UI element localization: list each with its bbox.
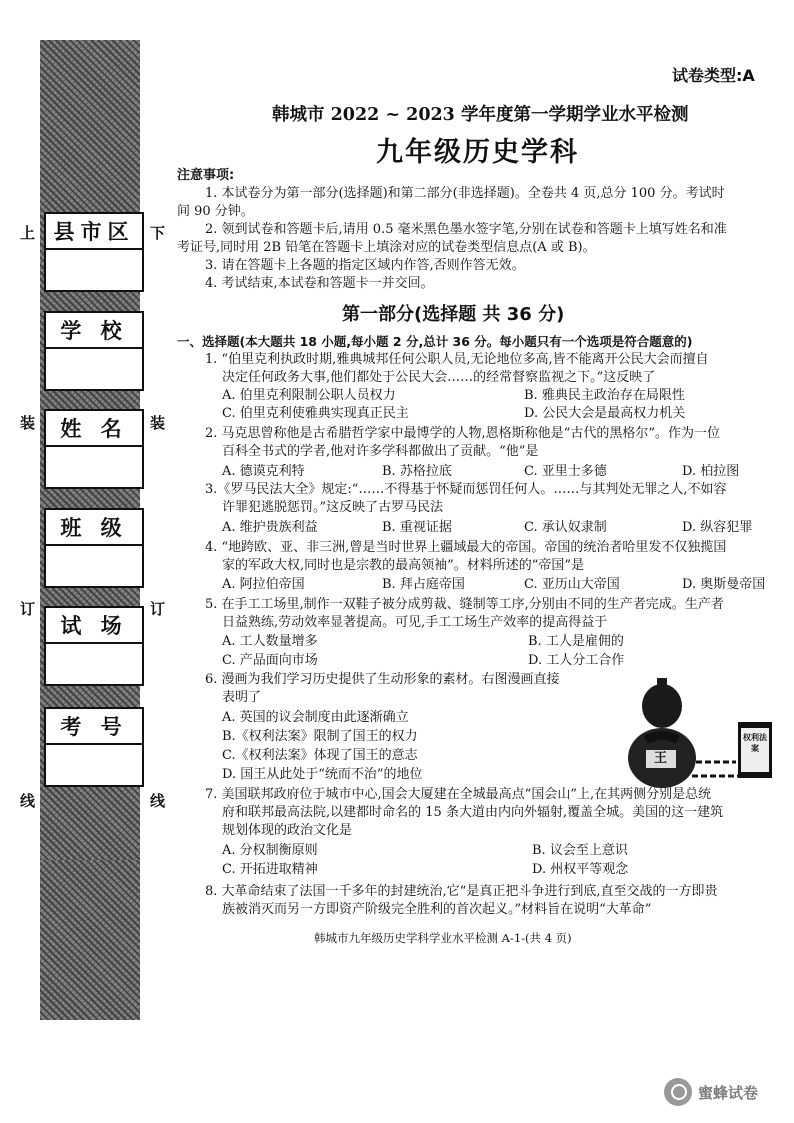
- q3-option-d[interactable]: D. 纵容犯罪: [682, 520, 753, 535]
- part1-heading: 第一部分(选择题 共 36 分): [342, 304, 565, 325]
- field-label: 考 号: [46, 709, 142, 745]
- mark-left-zhuang: 装: [20, 414, 36, 432]
- mark-left-top: 上: [20, 224, 36, 242]
- q6-option-b[interactable]: B.《权利法案》限制了国王的权力: [222, 729, 418, 744]
- q4-option-c[interactable]: C. 亚历山大帝国: [524, 577, 620, 592]
- subject-title: 九年级历史学科: [376, 137, 579, 168]
- field-label: 班 级: [46, 510, 142, 546]
- q7-stem: 7. 美国联邦政府位于城市中心,国会大厦建在全城最高点“国会山”上,在其两侧分别是总统: [205, 787, 712, 802]
- q1-stem: 决定任何政务大事,他们都处于公民大会……的经常督察监视之下。”这反映了: [222, 370, 656, 385]
- watermark: [664, 1078, 758, 1106]
- q6-stem: 6. 漫画为我们学习历史提供了生动形象的素材。右图漫画直接: [205, 672, 560, 687]
- paper-type: 试卷类型:A: [672, 66, 755, 85]
- exam-title: 韩城市 2022 ~ 2023 学年度第一学期学业水平检测: [272, 105, 689, 125]
- field-name: [44, 409, 144, 489]
- q6-cartoon-book-label: 权利法案: [743, 733, 767, 753]
- mark-right-ding: 订: [150, 600, 166, 618]
- q8-stem: 族被消灭而另一方即资产阶级完全胜利的首次起义。”材料旨在说明“大革命”: [222, 902, 652, 917]
- field-label: 县市区: [46, 214, 142, 250]
- q2-stem: 百科全书式的学者,他对许多学科都做出了贡献。“他”是: [222, 444, 539, 459]
- q7-stem: 府和联邦最高法院,以建都时命名的 15 条大道由内向外辐射,覆盖全城。美国的这一建筑: [222, 805, 724, 820]
- q8-stem: 8. 大革命结束了法国一千多年的封建统治,它“是真正把斗争进行到底,直至交战的一方即贵: [205, 884, 718, 899]
- q4-option-a[interactable]: A. 阿拉伯帝国: [222, 577, 305, 592]
- q1-option-d[interactable]: D. 公民大会是最高权力机关: [524, 406, 686, 421]
- binding-strip-lower: [40, 860, 140, 1020]
- q2-option-a[interactable]: A. 德谟克利特: [222, 464, 305, 479]
- q7-option-a[interactable]: A. 分权制衡原则: [222, 843, 318, 858]
- q6-option-d[interactable]: D. 国王从此处于“统而不治”的地位: [222, 767, 423, 782]
- mark-left-ding: 订: [20, 600, 36, 618]
- part1-intro: 一、选择题(本大题共 18 小题,每小题 2 分,总计 36 分。每小题只有一个选项是符合题意的): [177, 334, 693, 349]
- q7-option-d[interactable]: D. 州权平等观念: [532, 862, 629, 877]
- mark-right-xian: 线: [150, 792, 166, 810]
- notice-line: 1. 本试卷分为第一部分(选择题)和第二部分(非选择题)。全卷共 4 页,总分 100 分。考试时: [205, 186, 725, 201]
- q3-option-b[interactable]: B. 重视证据: [382, 520, 452, 535]
- field-input-box[interactable]: [46, 644, 142, 684]
- field-label: 姓 名: [46, 411, 142, 447]
- field-class: [44, 508, 144, 588]
- notice-line: 4. 考试结束,本试卷和答题卡一并交回。: [205, 276, 434, 291]
- q4-stem: 4. “地跨欧、亚、非三洲,曾是当时世界上疆域最大的帝国。帝国的统治者哈里发不仅独揽国: [205, 540, 727, 555]
- field-input-box[interactable]: [46, 447, 142, 487]
- q6-option-a[interactable]: A. 英国的议会制度由此逐渐确立: [222, 710, 409, 725]
- field-exam-room: [44, 606, 144, 686]
- field-input-box[interactable]: [46, 745, 142, 785]
- watermark-text: 蜜蜂试卷: [698, 1083, 759, 1102]
- notice-heading: 注意事项:: [177, 168, 235, 183]
- field-exam-number: [44, 707, 144, 787]
- q1-option-b[interactable]: B. 雅典民主政治存在局限性: [524, 388, 685, 403]
- field-school: [44, 311, 144, 391]
- field-input-box[interactable]: [46, 250, 142, 290]
- q2-option-c[interactable]: C. 亚里士多德: [524, 464, 607, 479]
- q5-option-d[interactable]: D. 工人分工合作: [528, 653, 625, 668]
- notice-line: 3. 请在答题卡上各题的指定区域内作答,否则作答无效。: [205, 258, 525, 273]
- q3-option-a[interactable]: A. 维护贵族利益: [222, 520, 318, 535]
- q4-option-b[interactable]: B. 拜占庭帝国: [382, 577, 465, 592]
- q7-stem: 规划体现的政治文化是: [222, 823, 353, 838]
- q1-option-a[interactable]: A. 伯里克利限制公职人员权力: [222, 388, 396, 403]
- q5-stem: 5. 在手工工场里,制作一双鞋子被分成剪裁、缝制等工序,分别由不同的生产者完成。生产者: [205, 597, 724, 612]
- notice-line: 考证号,同时用 2B 铅笔在答题卡上填涂对应的试卷类型信息点(A 或 B)。: [177, 240, 596, 255]
- q6-option-c[interactable]: C.《权利法案》体现了国王的意志: [222, 748, 418, 763]
- q5-option-b[interactable]: B. 工人是雇佣的: [528, 634, 624, 649]
- q5-option-c[interactable]: C. 产品面向市场: [222, 653, 318, 668]
- q5-stem: 日益熟练,劳动效率显著提高。可见,手工工场生产效率的提高得益于: [222, 615, 608, 630]
- q3-stem: 许罪犯逃脱惩罚。”这反映了古罗马民法: [222, 500, 444, 515]
- field-county: [44, 212, 144, 292]
- mark-left-xian: 线: [20, 792, 36, 810]
- notice-line: 间 90 分钟。: [177, 204, 254, 219]
- q3-stem: 3.《罗马民法大全》规定:“……不得基于怀疑而惩罚任何人。……与其判处无罪之人,不如容: [205, 482, 727, 497]
- mark-right-bottom: 下: [150, 224, 166, 242]
- page-footer: 韩城市九年级历史学科学业水平检测 A-1-(共 4 页): [314, 931, 572, 945]
- q1-option-c[interactable]: C. 伯里克利使雅典实现真正民主: [222, 406, 409, 421]
- field-input-box[interactable]: [46, 349, 142, 389]
- q3-option-c[interactable]: C. 承认奴隶制: [524, 520, 607, 535]
- q6-cartoon-king-label: 王: [654, 751, 668, 766]
- q2-stem: 2. 马克思曾称他是古希腊哲学家中最博学的人物,恩格斯称他是“古代的黑格尔”。作为一位: [205, 426, 720, 441]
- q5-option-a[interactable]: A. 工人数量增多: [222, 634, 318, 649]
- q6-stem: 表明了: [222, 690, 262, 705]
- q4-stem: 家的军政大权,同时也是宗教的最高领袖”。材料所述的“帝国”是: [222, 558, 585, 573]
- field-label: 试 场: [46, 608, 142, 644]
- notice-line: 2. 领到试卷和答题卡后,请用 0.5 毫米黑色墨水签字笔,分别在试卷和答题卡上填写姓名和准: [205, 222, 727, 237]
- field-label: 学 校: [46, 313, 142, 349]
- bee-logo-icon: [664, 1078, 692, 1106]
- mark-right-zhuang: 装: [150, 414, 166, 432]
- q7-option-c[interactable]: C. 开拓进取精神: [222, 862, 318, 877]
- field-input-box[interactable]: [46, 546, 142, 586]
- q7-option-b[interactable]: B. 议会至上意识: [532, 843, 628, 858]
- q2-option-b[interactable]: B. 苏格拉底: [382, 464, 452, 479]
- q2-option-d[interactable]: D. 柏拉图: [682, 464, 740, 479]
- q1-stem: 1. “伯里克利执政时期,雅典城邦任何公职人员,无论地位多高,皆不能离开公民大会而擅自: [205, 352, 709, 367]
- q6-cartoon: [620, 670, 780, 790]
- q4-option-d[interactable]: D. 奥斯曼帝国: [682, 577, 766, 592]
